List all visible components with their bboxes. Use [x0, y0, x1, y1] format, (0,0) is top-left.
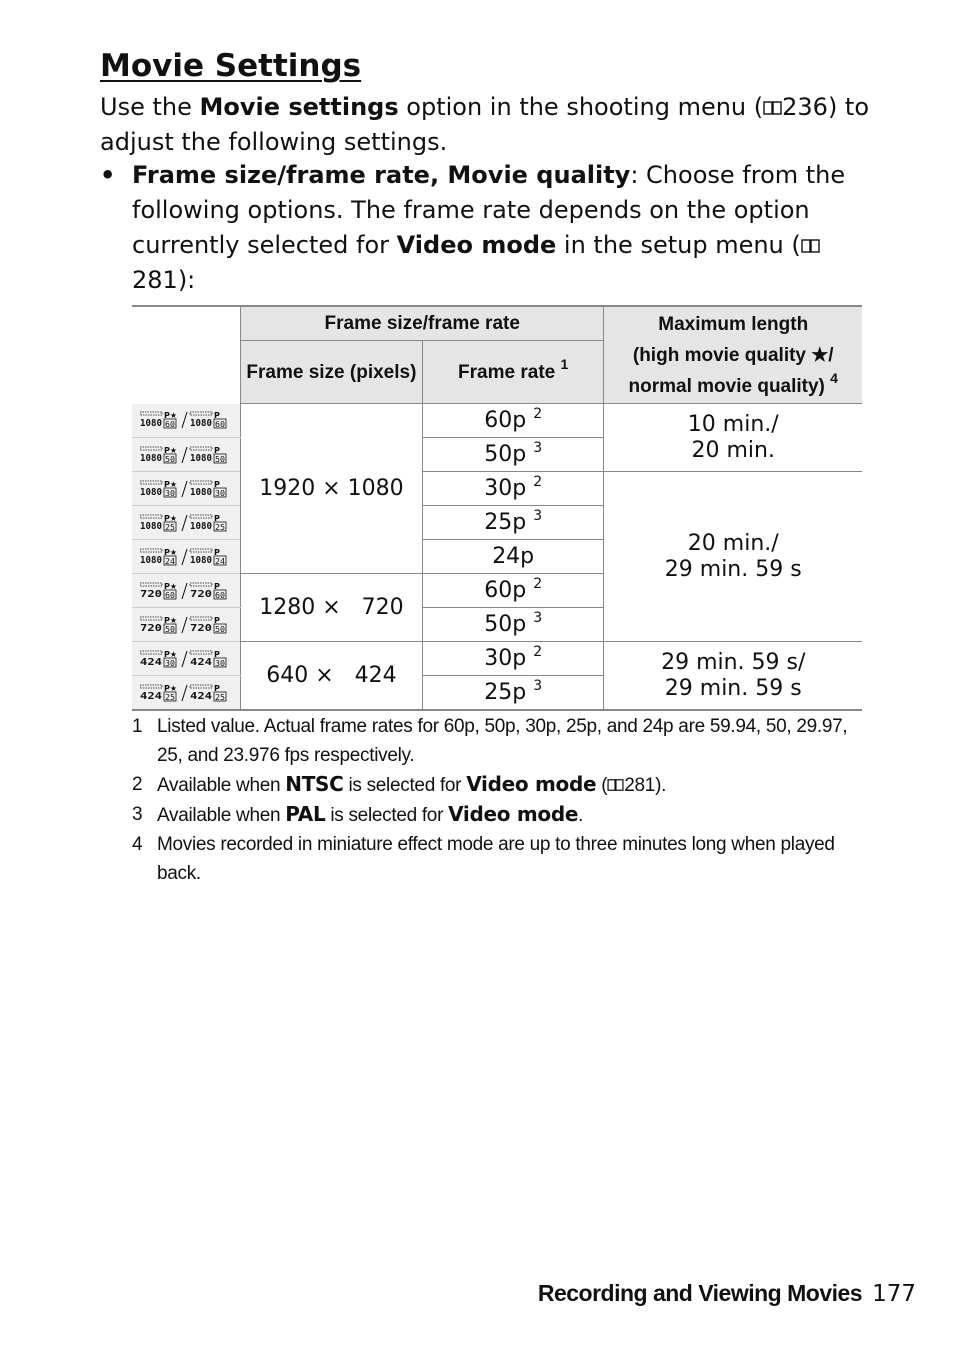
intro-page-ref: 236	[782, 93, 828, 121]
movie-quality-glyph	[140, 444, 232, 466]
frame-size-cell: 1920 × 1080	[240, 404, 422, 574]
svg-text:1080: 1080	[140, 486, 162, 498]
svg-text:50: 50	[215, 624, 226, 634]
svg-text:60: 60	[215, 420, 226, 430]
footnote-2: 2 Available when NTSC is selected for Video mode ( 281).	[132, 772, 667, 796]
svg-text:1080: 1080	[140, 554, 162, 566]
bullet-paragraph: Frame size/frame rate, Movie quality: Choose from the following options. The frame rate depends on the option currently selected for Video mode in the setup menu (281):	[132, 161, 846, 294]
svg-text:424: 424	[190, 656, 212, 668]
frame-rate-cell: 24p	[422, 540, 604, 574]
svg-text:P★: P★	[164, 683, 178, 693]
movie-quality-icon	[132, 540, 240, 574]
svg-text:424: 424	[140, 656, 162, 668]
svg-text:720: 720	[190, 622, 212, 634]
movie-quality-icon	[132, 506, 240, 540]
book-reference-icon	[763, 100, 782, 116]
svg-text:P: P	[214, 649, 220, 659]
frame-rate-cell: 50p $^3$	[422, 608, 604, 642]
svg-text:60: 60	[165, 420, 176, 430]
svg-text:50: 50	[165, 454, 176, 464]
frame-rate-cell: 30p $^2$	[422, 642, 604, 676]
svg-text:720: 720	[140, 588, 162, 600]
frame-size-cell: 1280 × 720	[240, 574, 422, 642]
svg-text:720: 720	[140, 622, 162, 634]
svg-text:1080: 1080	[140, 520, 162, 532]
frame-rate-cell: 25p $^3$	[422, 506, 604, 540]
movie-quality-icon	[132, 676, 240, 711]
svg-text:60: 60	[215, 590, 226, 600]
frame-size-header: Frame size (pixels)	[240, 341, 422, 404]
frame-size-rate-header: Frame size/frame rate	[240, 306, 604, 341]
movie-quality-glyph	[140, 614, 232, 636]
svg-text:P★: P★	[164, 445, 178, 455]
svg-text:50: 50	[165, 624, 176, 634]
svg-text:P★: P★	[164, 411, 178, 421]
svg-text:25: 25	[215, 692, 225, 702]
movie-quality-glyph	[140, 478, 232, 500]
frame-rate-cell: 30p $^2$	[422, 472, 604, 506]
svg-text:60: 60	[165, 590, 176, 600]
svg-text:1080: 1080	[190, 554, 212, 566]
svg-text:P★: P★	[164, 649, 178, 659]
svg-text:P: P	[214, 683, 220, 693]
svg-text:25: 25	[165, 522, 175, 532]
intro-paragraph: Use the Movie settings option in the shooting menu ( 236) to adjust the following settings.	[100, 93, 870, 156]
svg-text:30: 30	[165, 658, 176, 668]
svg-text:25: 25	[165, 692, 175, 702]
svg-text:30: 30	[215, 658, 226, 668]
svg-text:1080: 1080	[190, 486, 212, 498]
frame-rate-cell: 60p $^2$	[422, 574, 604, 608]
svg-text:1080: 1080	[190, 452, 212, 464]
svg-text:24: 24	[215, 556, 226, 566]
max-length-cell: 10 min./ 20 min.	[604, 404, 862, 472]
book-reference-icon	[607, 778, 624, 792]
svg-text:P: P	[214, 581, 220, 591]
svg-text:24: 24	[165, 556, 176, 566]
movie-quality-glyph	[140, 546, 232, 568]
svg-text:P: P	[214, 445, 220, 455]
svg-text:30: 30	[165, 488, 176, 498]
svg-text:1080: 1080	[190, 418, 212, 430]
movie-quality-icon	[132, 642, 240, 676]
movie-quality-glyph	[140, 512, 232, 534]
frame-rate-cell: 60p $^2$	[422, 404, 604, 438]
frame-rate-cell: 25p $^3$	[422, 676, 604, 711]
footnote-3: 3 Available when PAL is selected for Video mode.	[132, 802, 584, 826]
svg-text:P★: P★	[164, 615, 178, 625]
table-footnotes	[132, 712, 862, 888]
movie-quality-icon	[132, 574, 240, 608]
frame-rate-cell: 50p $^3$	[422, 438, 604, 472]
svg-text:P★: P★	[164, 513, 178, 523]
movie-quality-glyph	[140, 409, 232, 431]
movie-quality-icon	[132, 438, 240, 472]
page-number: 177	[872, 1281, 916, 1307]
movie-quality-glyph	[140, 580, 232, 602]
movie-settings-term: Movie settings	[199, 93, 399, 121]
svg-text:P★: P★	[164, 479, 178, 489]
svg-text:P: P	[214, 411, 220, 421]
svg-text:25: 25	[215, 522, 225, 532]
page-footer	[538, 1278, 916, 1309]
svg-text:P: P	[214, 513, 220, 523]
svg-text:P: P	[214, 479, 220, 489]
movie-quality-icon	[132, 404, 240, 438]
svg-text:720: 720	[190, 588, 212, 600]
svg-text:P: P	[214, 547, 220, 557]
movie-quality-icon	[132, 472, 240, 506]
svg-text:1080: 1080	[140, 418, 162, 430]
svg-text:424: 424	[140, 690, 162, 702]
max-length-cell: 20 min./ 29 min. 59 s	[604, 472, 862, 642]
footnote-4: 4 Movies recorded in miniature effect mode are up to three minutes long when played back.	[132, 834, 835, 884]
max-length-header: Maximum length (high movie quality ★/ normal movie quality) $^4$	[604, 306, 862, 404]
bullet-marker: •	[100, 161, 116, 189]
svg-text:30: 30	[215, 488, 226, 498]
svg-text:1080: 1080	[140, 452, 162, 464]
movie-quality-icon	[132, 608, 240, 642]
svg-text:424: 424	[190, 690, 212, 702]
max-length-cell: 29 min. 59 s/ 29 min. 59 s	[604, 642, 862, 711]
svg-text:P★: P★	[164, 581, 178, 591]
footnote-1: 1 Listed value. Actual frame rates for 60p, 50p, 30p, 25p, and 24p are 59.94, 50, 29.97, 25, and 23.976 fps respectively.	[132, 716, 848, 766]
svg-text:50: 50	[215, 454, 226, 464]
movie-quality-glyph	[140, 682, 232, 704]
svg-text:1080: 1080	[190, 520, 212, 532]
book-reference-icon	[801, 238, 820, 254]
page-title: Movie Settings	[100, 48, 362, 84]
svg-text:P★: P★	[164, 547, 178, 557]
frame-rate-header: Frame rate $^1$	[422, 341, 604, 404]
frame-size-cell: 640 × 424	[240, 642, 422, 711]
svg-text:P: P	[214, 615, 220, 625]
frame-size-table	[132, 305, 862, 711]
movie-quality-glyph	[140, 648, 232, 670]
section-title: Recording and Viewing Movies	[537, 1280, 863, 1306]
